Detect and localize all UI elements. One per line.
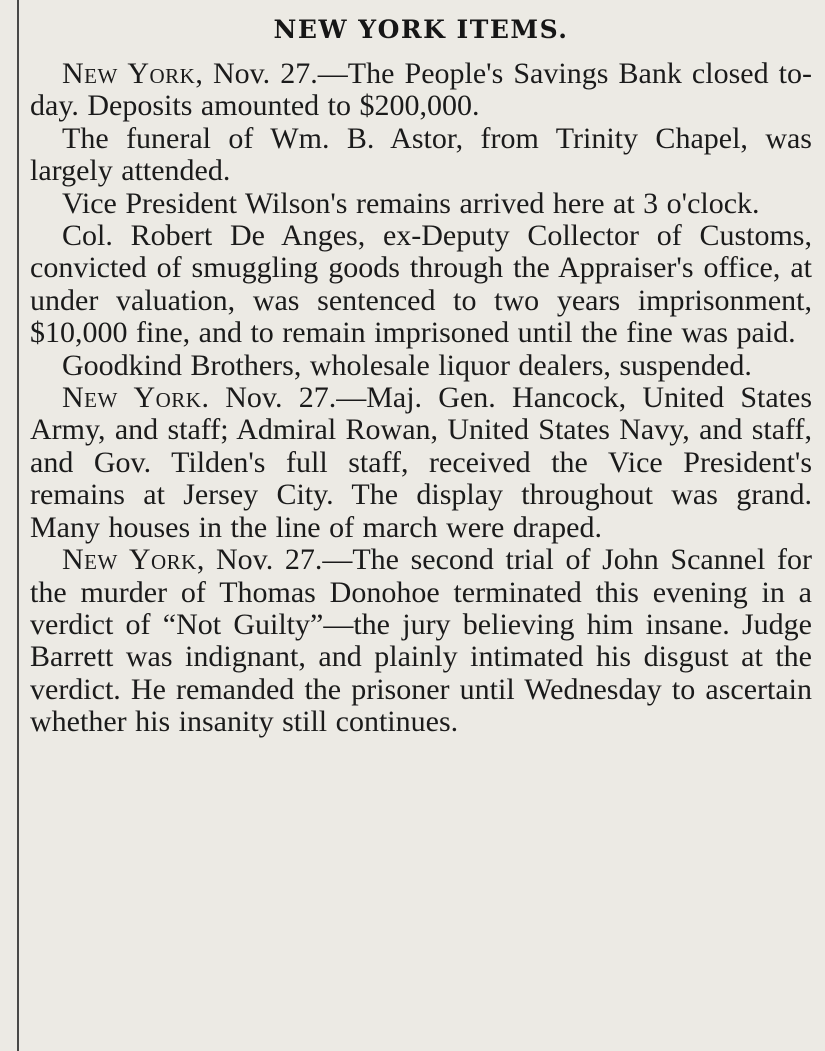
dateline: New York [62,57,196,90]
paragraph-text: Goodkind Brothers, wholesale liquor dealers, suspended. [62,348,752,382]
paragraph-text: The funeral of Wm. B. Astor, from Trinity Chapel, was largely attended. [30,121,812,188]
paragraph-text: , Nov. 27.—The second trial of John Scannel for the murder of Thomas Donohoe terminated this evening in a verdict of “Not Guilty”—the jury believing him insane. Judge Barrett was indignant, and plainly intimated his disgust at the verdict. He remanded the prisoner until Wednesday to ascertain whether his insanity still continues. [30,543,812,739]
paragraph-savings-bank [30,58,812,123]
paragraph-text: Vice President Wilson's remains arrived here at 3 o'clock. [62,186,760,220]
column-rule [17,0,19,1051]
paragraph-text: , Nov. 27.—The People's Savings Bank closed to-day. Deposits amounted to $200,000. [30,57,813,123]
headline: NEW YORK ITEMS. [273,15,569,44]
paragraph-de-anges [30,220,812,350]
paragraph-scannel-trial [30,544,812,738]
paragraph-text: . Nov. 27.—Maj. Gen. Hancock, United States Army, and staff; Admiral Rowan, United States Navy, and staff, and Gov. Tilden's full staff, received the Vice President's remains at Jersey City. The display throughout was grand. Many houses in the line of march were draped. [30,381,812,544]
paragraph-astor-funeral [30,123,812,188]
paragraph-text: Col. Robert De Anges, ex-Deputy Collector of Customs, convicted of smuggling goods through the Appraiser's office, at under valuation, was sentenced to two years imprisonment, $10,000 fine, and to remain imprisoned until the fine was paid. [30,219,812,350]
article-column [30,10,812,739]
paragraph-hancock [30,382,812,544]
dateline: New York [62,381,202,415]
paragraph-wilson-remains [30,188,812,220]
paragraph-goodkind [30,350,812,382]
dateline: New York [62,543,197,577]
